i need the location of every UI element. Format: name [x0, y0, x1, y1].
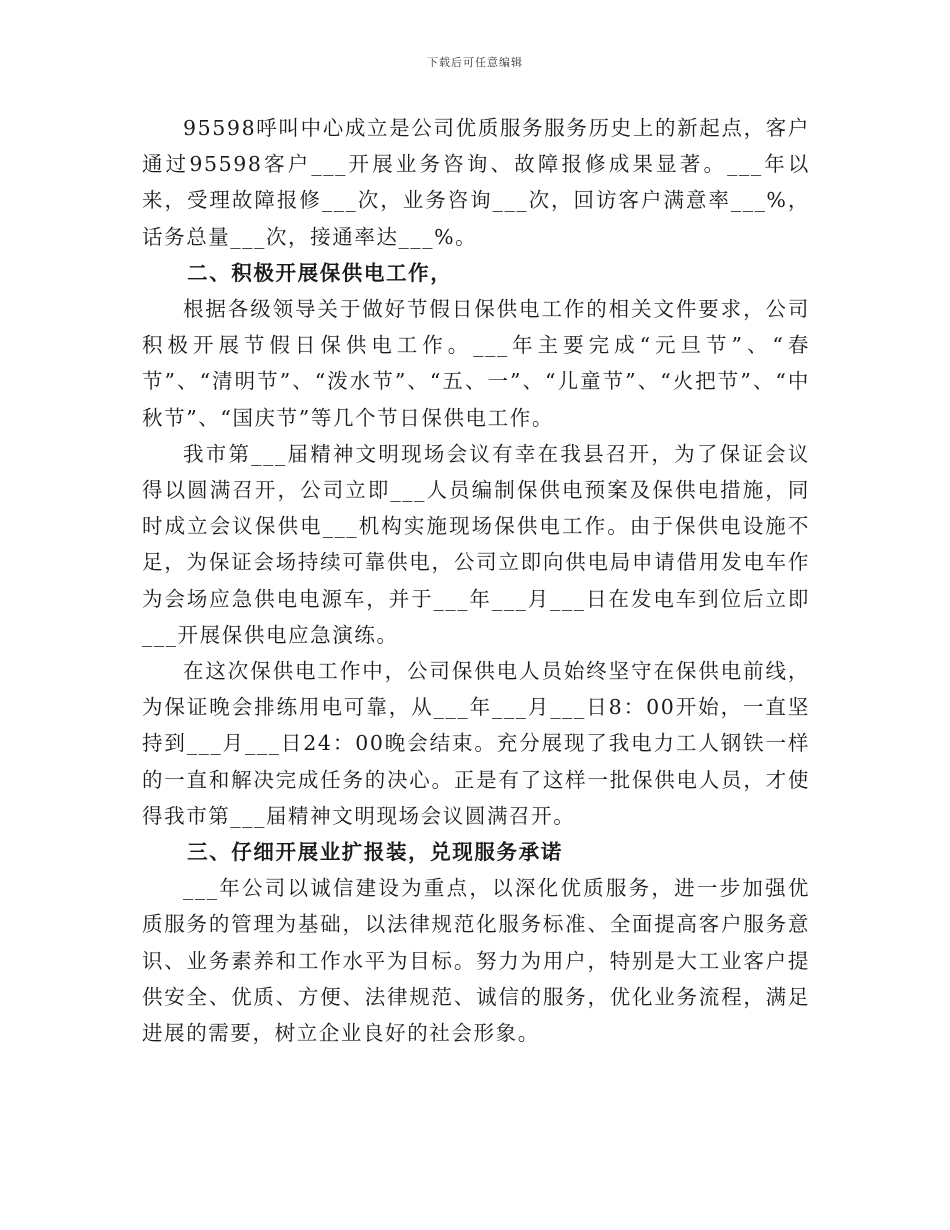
header-note: 下载后可任意编辑 — [427, 56, 523, 69]
paragraph-service-commitment: ___年公司以诚信建设为重点，以深化优质服务，进一步加强优质服务的管理为基础，以法律规范化服务标准、全面提高客户服务意识、业务素养和工作水平为目标。努力为用户，特别是大工业客户提供安全、优质、方便、法律规范、诚信的服务，优化业务流程，满足进展的需要，树立企业良好的社会形象。 — [142, 876, 810, 1046]
paragraph-call-center: 95598呼叫中心成立是公司优质服务服务历史上的新起点，客户通过95598客户___开展业务咨询、故障报修成果显著。___年以来，受理故障报修___次，业务咨询___次，回访客户满意率___%，话务总量___次，接通率达___%。 — [142, 116, 810, 249]
section-heading-business-expansion: 三、仔细开展业扩报装，兑现服务承诺 — [187, 840, 563, 865]
paragraph-staff-dedication: 在这次保供电工作中，公司保供电人员始终坚守在保供电前线，为保证晚会排练用电可靠，从___年___月___日8：00开始，一直坚持到___月___日24：00晚会结束。充分展现了我电力工人钢铁一样的一直和解决完成任务的决心。正是有了这样一批保供电人员，才使得我市第___届精神文明现场会议圆满召开。 — [142, 659, 810, 828]
paragraph-holiday-supply: 根据各级领导关于做好节假日保供电工作的相关文件要求，公司积极开展节假日保供电工作。___年主要完成“元旦节”、“春节”、“清明节”、“泼水节”、“五、一”、“儿童节”、“火把节”、“中秋节”、“国庆节”等几个节日保供电工作。 — [142, 297, 810, 430]
document-body — [142, 110, 810, 1051]
section-heading-power-supply: 二、积极开展保供电工作， — [187, 260, 453, 285]
paragraph-conference-supply: 我市第___届精神文明现场会议有幸在我县召开，为了保证会议得以圆满召开，公司立即___人员编制保供电预案及保供电措施，同时成立会议保供电___机构实施现场保供电工作。由于保供电设施不足，为保证会场持续可靠供电，公司立即向供电局申请借用发电车作为会场应急供电电源车，并于___年___月___日在发电车到位后立即___开展保供电应急演练。 — [142, 441, 810, 647]
